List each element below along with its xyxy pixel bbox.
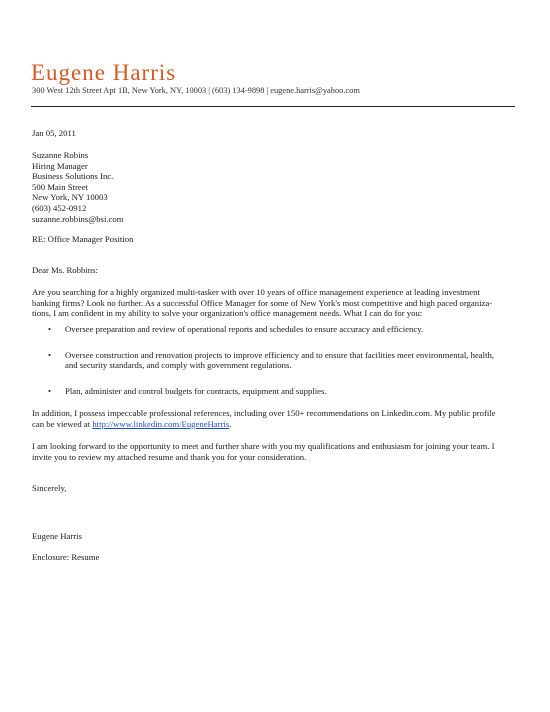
bullet-icon: • (48, 324, 52, 334)
list-item-text: Oversee preparation and review of operational reports and schedules to ensure accuracy and efficiency. (65, 324, 424, 334)
header-divider (31, 106, 515, 107)
recipient-street: 500 Main Street (32, 181, 88, 192)
references-prefix: can be viewed at (32, 418, 93, 429)
recipient-address (32, 150, 123, 224)
references-line: In addition, I possess impeccable professional references, including over 150+ recommendations on Linkedin.com. My public profile (32, 408, 496, 418)
intro-line: tions, I am confident in my ability to solve your organization's office management needs. What I can do for you: (32, 308, 423, 319)
recipient-name: Suzanne Robins (32, 150, 89, 160)
references-suffix: . (229, 418, 232, 429)
signoff: Sincerely, (32, 483, 67, 493)
closing-line: I am looking forward to the opportunity to meet and further share with you my qualifications and enthusiasm for joining your team. I (32, 441, 495, 451)
list-item (48, 350, 518, 371)
sender-name: Eugene Harris (31, 60, 177, 85)
references-paragraph (32, 408, 496, 429)
recipient-phone: (603) 452-0912 (32, 202, 87, 213)
references-line (32, 419, 496, 430)
list-item (48, 324, 518, 335)
letter-date: Jan 05, 2011 (32, 128, 76, 138)
recipient-company: Business Solutions Inc. (32, 171, 114, 182)
subject-line: RE: Office Manager Position (32, 234, 134, 244)
closing-paragraph (32, 441, 495, 462)
linkedin-profile-link[interactable]: http://www.linkedin.com/EugeneHarris (92, 418, 230, 429)
bullet-icon: • (48, 349, 52, 360)
intro-paragraph (32, 287, 492, 319)
responsibility-list (48, 324, 518, 396)
closing-line: invite you to review my attached resume and thank you for your consideration. (32, 451, 307, 462)
recipient-title: Hiring Manager (32, 160, 88, 171)
bullet-icon: • (48, 385, 52, 396)
list-item (48, 386, 518, 397)
recipient-city: New York, NY 10003 (32, 192, 108, 203)
intro-line: banking firms? Look no further. As a successful Office Manager for some of New York's most competitive and high paced organiza- (32, 297, 493, 308)
list-item-text: and security standards, and comply with government regulations. (65, 360, 292, 371)
signature-name: Eugene Harris (32, 531, 82, 541)
sender-contact-line: 300 West 12th Street Apt 1B, New York, NY, 10003 | (603) 134-9898 | eugene.harris@yahoo.com (32, 86, 360, 95)
list-item-text: Plan, administer and control budgets for contracts, equipment and supplies. (65, 385, 327, 396)
intro-line: Are you searching for a highly organized multi-tasker with over 10 years of office management experience at leading investment (32, 287, 480, 297)
list-item-text: Oversee construction and renovation projects to improve efficiency and to ensure that facilities meet environmental, health, (65, 349, 494, 360)
enclosure-line: Enclosure: Resume (32, 552, 100, 562)
recipient-email: suzanne.robbins@bsi.com (32, 213, 124, 224)
salutation: Dear Ms. Robbins: (32, 265, 98, 275)
